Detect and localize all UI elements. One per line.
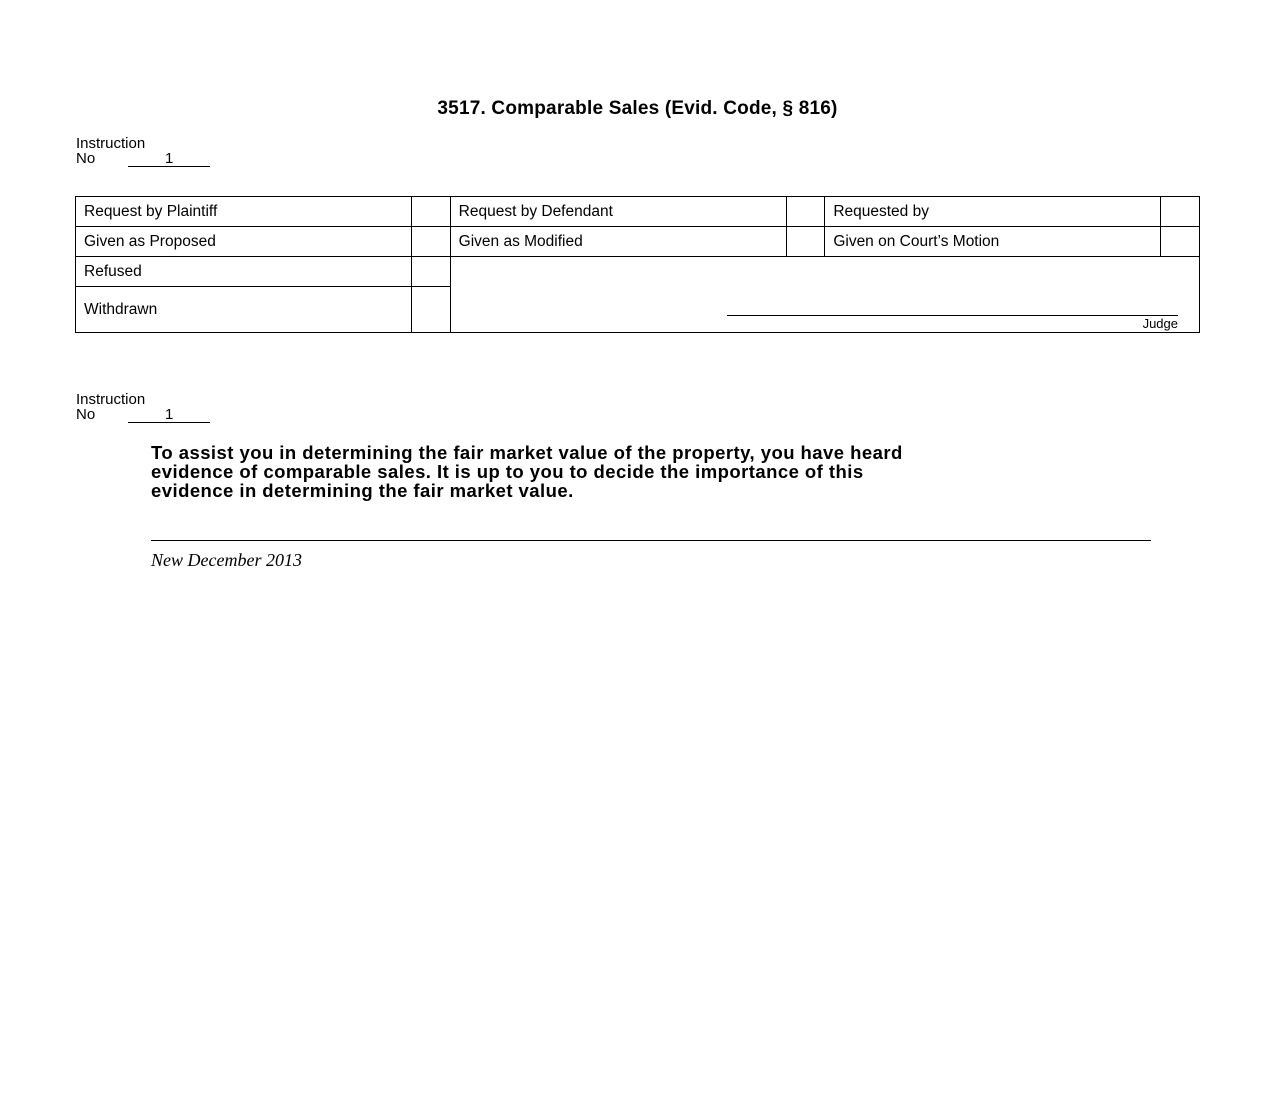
request-by-defendant-checkbox[interactable] [786,197,825,227]
instruction-text-line: evidence in determining the fair market value. [151,480,574,501]
refused-label: Refused [76,257,412,287]
requested-by-checkbox[interactable] [1161,197,1200,227]
divider [151,540,1151,541]
revision-note: New December 2013 [151,550,302,570]
instruction-no-label: No [76,150,96,167]
withdrawn-checkbox[interactable] [412,287,451,333]
instruction-body [151,443,1151,500]
request-by-defendant-label: Request by Defendant [450,197,786,227]
instruction-number-field[interactable]: 1 [128,152,210,167]
request-by-plaintiff-checkbox[interactable] [412,197,451,227]
given-on-courts-motion-label: Given on Court’s Motion [825,227,1161,257]
document-title: 3517. Comparable Sales (Evid. Code, § 816) [437,98,838,119]
withdrawn-label: Withdrawn [76,287,412,333]
instruction-text-line: To assist you in determining the fair market value of the property, you have heard [151,442,903,463]
instruction-label: Instruction [76,391,146,408]
table-row [76,257,1200,287]
judge-label: Judge [1142,316,1178,331]
given-as-proposed-label: Given as Proposed [76,227,412,257]
judge-signature-area [450,257,1199,333]
instruction-number-field[interactable]: 1 [128,408,210,423]
instruction-label: Instruction [76,135,146,152]
instruction-text-line: evidence of comparable sales. It is up to you to decide the importance of this [151,461,864,482]
given-as-modified-checkbox[interactable] [786,227,825,257]
requested-by-label: Requested by [825,197,1161,227]
table-row [76,227,1200,257]
instruction-no-label: No [76,406,96,423]
judge-signature-line[interactable] [727,315,1178,316]
given-as-proposed-checkbox[interactable] [412,227,451,257]
instruction-header-bottom [76,392,210,423]
table-row [76,197,1200,227]
refused-checkbox[interactable] [412,257,451,287]
instruction-header-top [76,136,210,167]
instruction-disposition-table [75,196,1200,333]
given-on-courts-motion-checkbox[interactable] [1161,227,1200,257]
request-by-plaintiff-label: Request by Plaintiff [76,197,412,227]
given-as-modified-label: Given as Modified [450,227,786,257]
